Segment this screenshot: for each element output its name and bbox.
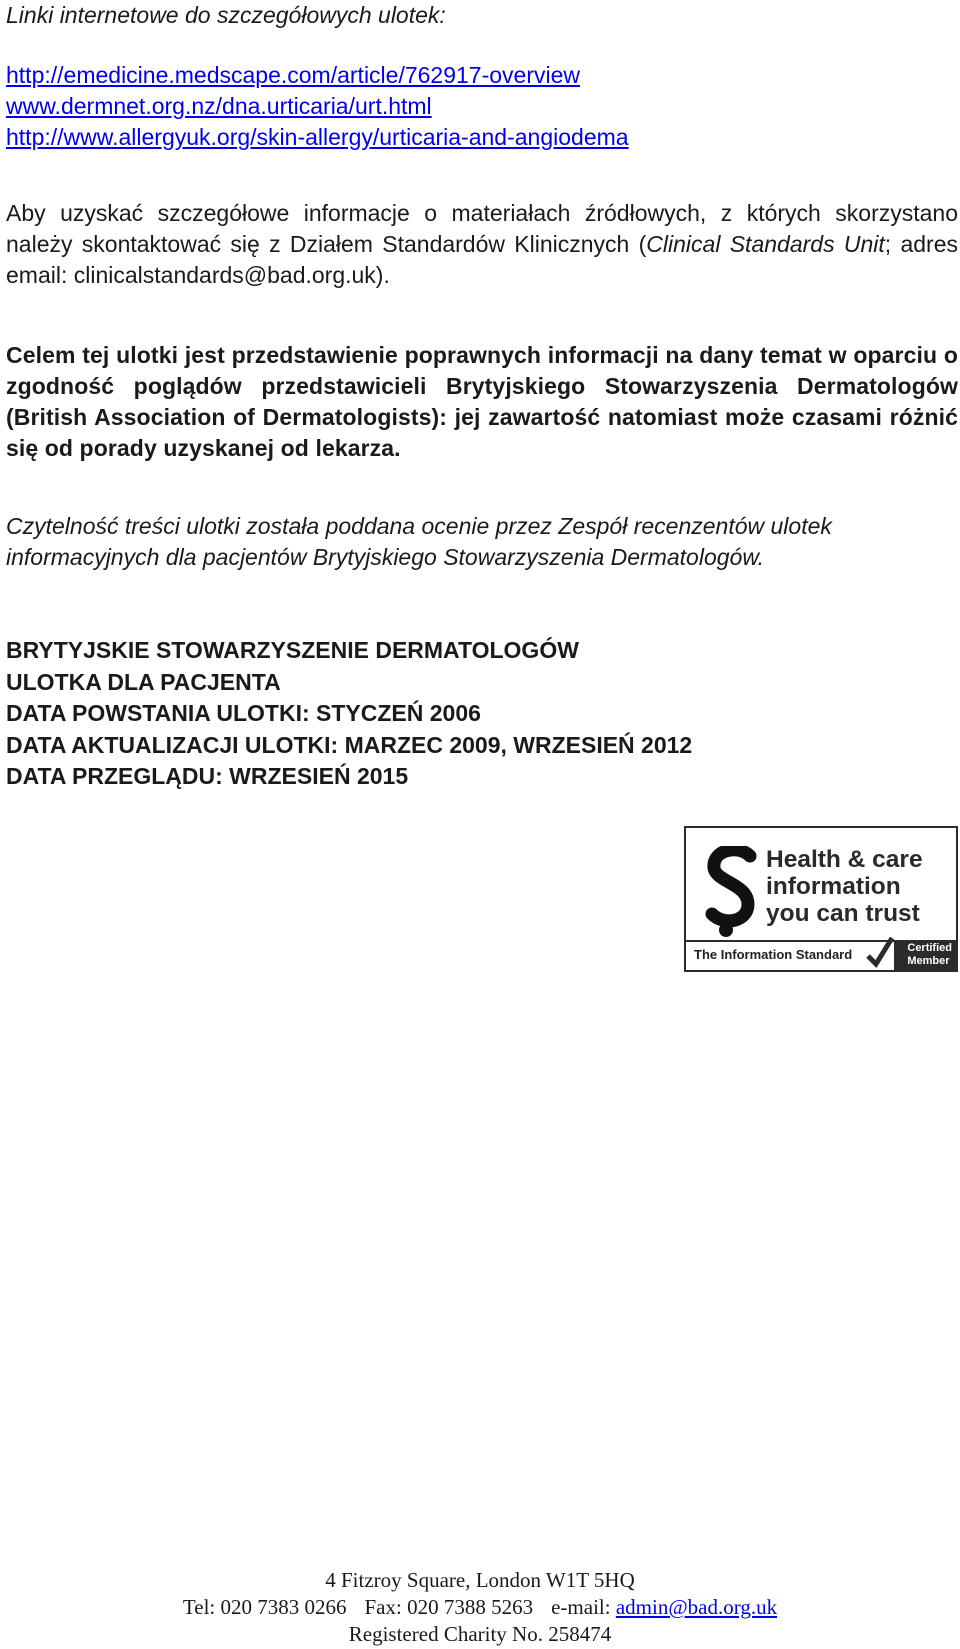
information-standard-label: The Information Standard bbox=[694, 947, 853, 962]
update-dates: DATA AKTUALIZACJI ULOTKI: MARZEC 2009, WRZESIEŃ 2012 bbox=[6, 731, 693, 758]
certified-member-text bbox=[907, 942, 952, 968]
readability-paragraph: Czytelność treści ulotki została poddana ocenie przez Zespół recenzentów ulotek informacyjnych dla pacjentów Brytyjskiego Stowarzyszenia Dermatologów. bbox=[6, 513, 832, 570]
review-date: DATA PRZEGLĄDU: WRZESIEŃ 2015 bbox=[6, 763, 409, 789]
information-standard-logo-icon bbox=[704, 846, 758, 938]
footer-email-label: e-mail: bbox=[551, 1595, 611, 1619]
link-emedicine[interactable]: http://emedicine.medscape.com/article/762917-overview bbox=[6, 62, 581, 88]
leaflet-type: ULOTKA DLA PACJENTA bbox=[6, 668, 281, 695]
footer-contacts bbox=[0, 1594, 960, 1621]
footer-address: 4 Fitzroy Square, London W1T 5HQ bbox=[325, 1568, 635, 1592]
link-dermnet[interactable]: www.dermnet.org.nz/dna.urticaria/urt.html bbox=[6, 93, 432, 119]
links-list bbox=[6, 60, 629, 153]
clinical-standards-unit: Clinical Standards Unit bbox=[646, 231, 885, 257]
information-standard-badge bbox=[684, 826, 958, 972]
footer-fax: Fax: 020 7388 5263 bbox=[364, 1595, 534, 1619]
purpose-paragraph: Celem tej ulotki jest przedstawienie poprawnych informacji na dany temat w oparciu o zgodność poglądów przedstawicieli Brytyjskiego Stowarzyszenia Dermatologów (British Association of Dermatologists): jej zawartość natomiast może czasami różnić się od porady uzyskanej od lekarza. bbox=[6, 342, 958, 461]
footer-charity: Registered Charity No. 258474 bbox=[348, 1622, 612, 1646]
link-allergyuk[interactable]: http://www.allergyuk.org/skin-allergy/urticaria-and-angiodema bbox=[6, 124, 629, 150]
badge-line-3: you can trust bbox=[766, 900, 920, 927]
footer-email-link[interactable]: admin@bad.org.uk bbox=[615, 1595, 778, 1619]
sources-text-end: ; adres email: clinicalstandards@bad.org.uk). bbox=[6, 231, 958, 288]
member-label: Member bbox=[907, 955, 950, 967]
badge-footer bbox=[686, 940, 956, 970]
checkmark-icon bbox=[866, 936, 894, 968]
badge-slogan bbox=[766, 846, 923, 927]
creation-date: DATA POWSTANIA ULOTKI: STYCZEŃ 2006 bbox=[6, 700, 481, 726]
leaflet-meta bbox=[6, 635, 692, 793]
certified-member-tag bbox=[894, 940, 956, 970]
footer-tel: Tel: 020 7383 0266 bbox=[182, 1595, 347, 1619]
links-intro: Linki internetowe do szczegółowych ulotek: bbox=[6, 2, 446, 28]
badge-line-2: information bbox=[766, 873, 901, 900]
badge-line-1: Health & care bbox=[766, 846, 923, 873]
page-footer bbox=[0, 1567, 960, 1648]
certified-label: Certified bbox=[907, 942, 952, 954]
sources-paragraph bbox=[6, 198, 958, 291]
sources-text-start: Aby uzyskać szczegółowe informacje o materiałach źródłowych, z których skorzystano należy skontaktować się z Działem Standardów Klinicznych ( bbox=[6, 200, 958, 257]
association-name: BRYTYJSKIE STOWARZYSZENIE DERMATOLOGÓW bbox=[6, 637, 579, 663]
